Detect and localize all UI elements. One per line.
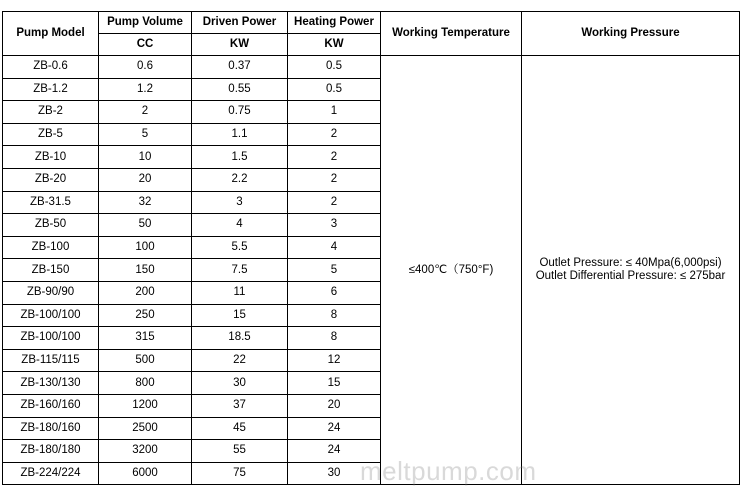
heating-unit-header: KW [288,34,381,56]
driven-power-cell: 5.5 [192,236,288,259]
model-cell: ZB-115/115 [3,349,99,372]
driven-power-cell: 22 [192,349,288,372]
model-cell: ZB-50 [3,214,99,237]
volume-cell: 315 [99,327,192,350]
model-cell: ZB-1.2 [3,78,99,101]
volume-cell: 3200 [99,440,192,463]
pressure-line: Outlet Pressure: ≤ 40Mpa(6,000psi) [539,257,722,270]
volume-cell: 50 [99,214,192,237]
driven-power-cell: 37 [192,394,288,417]
model-cell: ZB-224/224 [3,462,99,485]
heating-power-cell: 12 [288,349,381,372]
heating-power-cell: 5 [288,259,381,282]
volume-cell: 6000 [99,462,192,485]
driven-power-cell: 3 [192,191,288,214]
driven-power-cell: 30 [192,372,288,395]
pump-spec-table [2,11,740,485]
model-cell: ZB-150 [3,259,99,282]
heating-power-cell: 3 [288,214,381,237]
volume-cell: 500 [99,349,192,372]
driven-power-cell: 75 [192,462,288,485]
driven-power-cell: 18.5 [192,327,288,350]
table-row [3,56,740,79]
working-temperature-header: Working Temperature [381,12,522,56]
pressure-line: Outlet Differential Pressure: ≤ 275bar [535,270,726,283]
volume-cell: 2 [99,101,192,124]
volume-cell: 0.6 [99,56,192,79]
model-cell: ZB-0.6 [3,56,99,79]
watermark: meltpump.com [360,456,537,486]
driven-power-cell: 0.37 [192,56,288,79]
model-cell: ZB-180/180 [3,440,99,463]
heating-power-cell: 0.5 [288,78,381,101]
working-temperature-value: ≤400℃（750°F) [381,56,522,485]
heating-power-cell: 30 [288,462,381,485]
model-cell: ZB-31.5 [3,191,99,214]
volume-cell: 5 [99,123,192,146]
driven-power-cell: 1.1 [192,123,288,146]
driven-power-cell: 2.2 [192,168,288,191]
heating-power-cell: 2 [288,191,381,214]
driven-power-header: Driven Power [192,12,288,34]
driven-power-cell: 15 [192,304,288,327]
heating-power-cell: 15 [288,372,381,395]
driven-power-cell: 1.5 [192,146,288,169]
heating-power-cell: 4 [288,236,381,259]
model-cell: ZB-100/100 [3,327,99,350]
model-cell: ZB-100 [3,236,99,259]
volume-unit-header: CC [99,34,192,56]
volume-cell: 150 [99,259,192,282]
volume-cell: 10 [99,146,192,169]
model-cell: ZB-2 [3,101,99,124]
driven-power-cell: 0.75 [192,101,288,124]
heating-power-header: Heating Power [288,12,381,34]
driven-power-cell: 45 [192,417,288,440]
volume-cell: 100 [99,236,192,259]
heating-power-cell: 24 [288,440,381,463]
model-cell: ZB-90/90 [3,281,99,304]
spec-table-body [3,12,740,485]
driven-unit-header: KW [192,34,288,56]
heating-power-cell: 8 [288,304,381,327]
volume-cell: 200 [99,281,192,304]
volume-cell: 250 [99,304,192,327]
model-cell: ZB-5 [3,123,99,146]
working-pressure-header: Working Pressure [522,12,740,56]
working-pressure-value [522,56,740,485]
model-cell: ZB-180/160 [3,417,99,440]
heating-power-cell: 20 [288,394,381,417]
heating-power-cell: 0.5 [288,56,381,79]
model-cell: ZB-130/130 [3,372,99,395]
heating-power-cell: 8 [288,327,381,350]
header-row [3,12,740,34]
driven-power-cell: 0.55 [192,78,288,101]
driven-power-cell: 4 [192,214,288,237]
model-cell: ZB-10 [3,146,99,169]
heating-power-cell: 6 [288,281,381,304]
volume-cell: 2500 [99,417,192,440]
heating-power-cell: 2 [288,146,381,169]
model-cell: ZB-160/160 [3,394,99,417]
volume-cell: 20 [99,168,192,191]
heating-power-cell: 2 [288,123,381,146]
heating-power-cell: 2 [288,168,381,191]
pump-volume-header: Pump Volume [99,12,192,34]
model-cell: ZB-100/100 [3,304,99,327]
driven-power-cell: 7.5 [192,259,288,282]
driven-power-cell: 55 [192,440,288,463]
model-cell: ZB-20 [3,168,99,191]
pump-model-header: Pump Model [3,12,99,56]
volume-cell: 800 [99,372,192,395]
volume-cell: 32 [99,191,192,214]
volume-cell: 1200 [99,394,192,417]
heating-power-cell: 1 [288,101,381,124]
heating-power-cell: 24 [288,417,381,440]
driven-power-cell: 11 [192,281,288,304]
volume-cell: 1.2 [99,78,192,101]
